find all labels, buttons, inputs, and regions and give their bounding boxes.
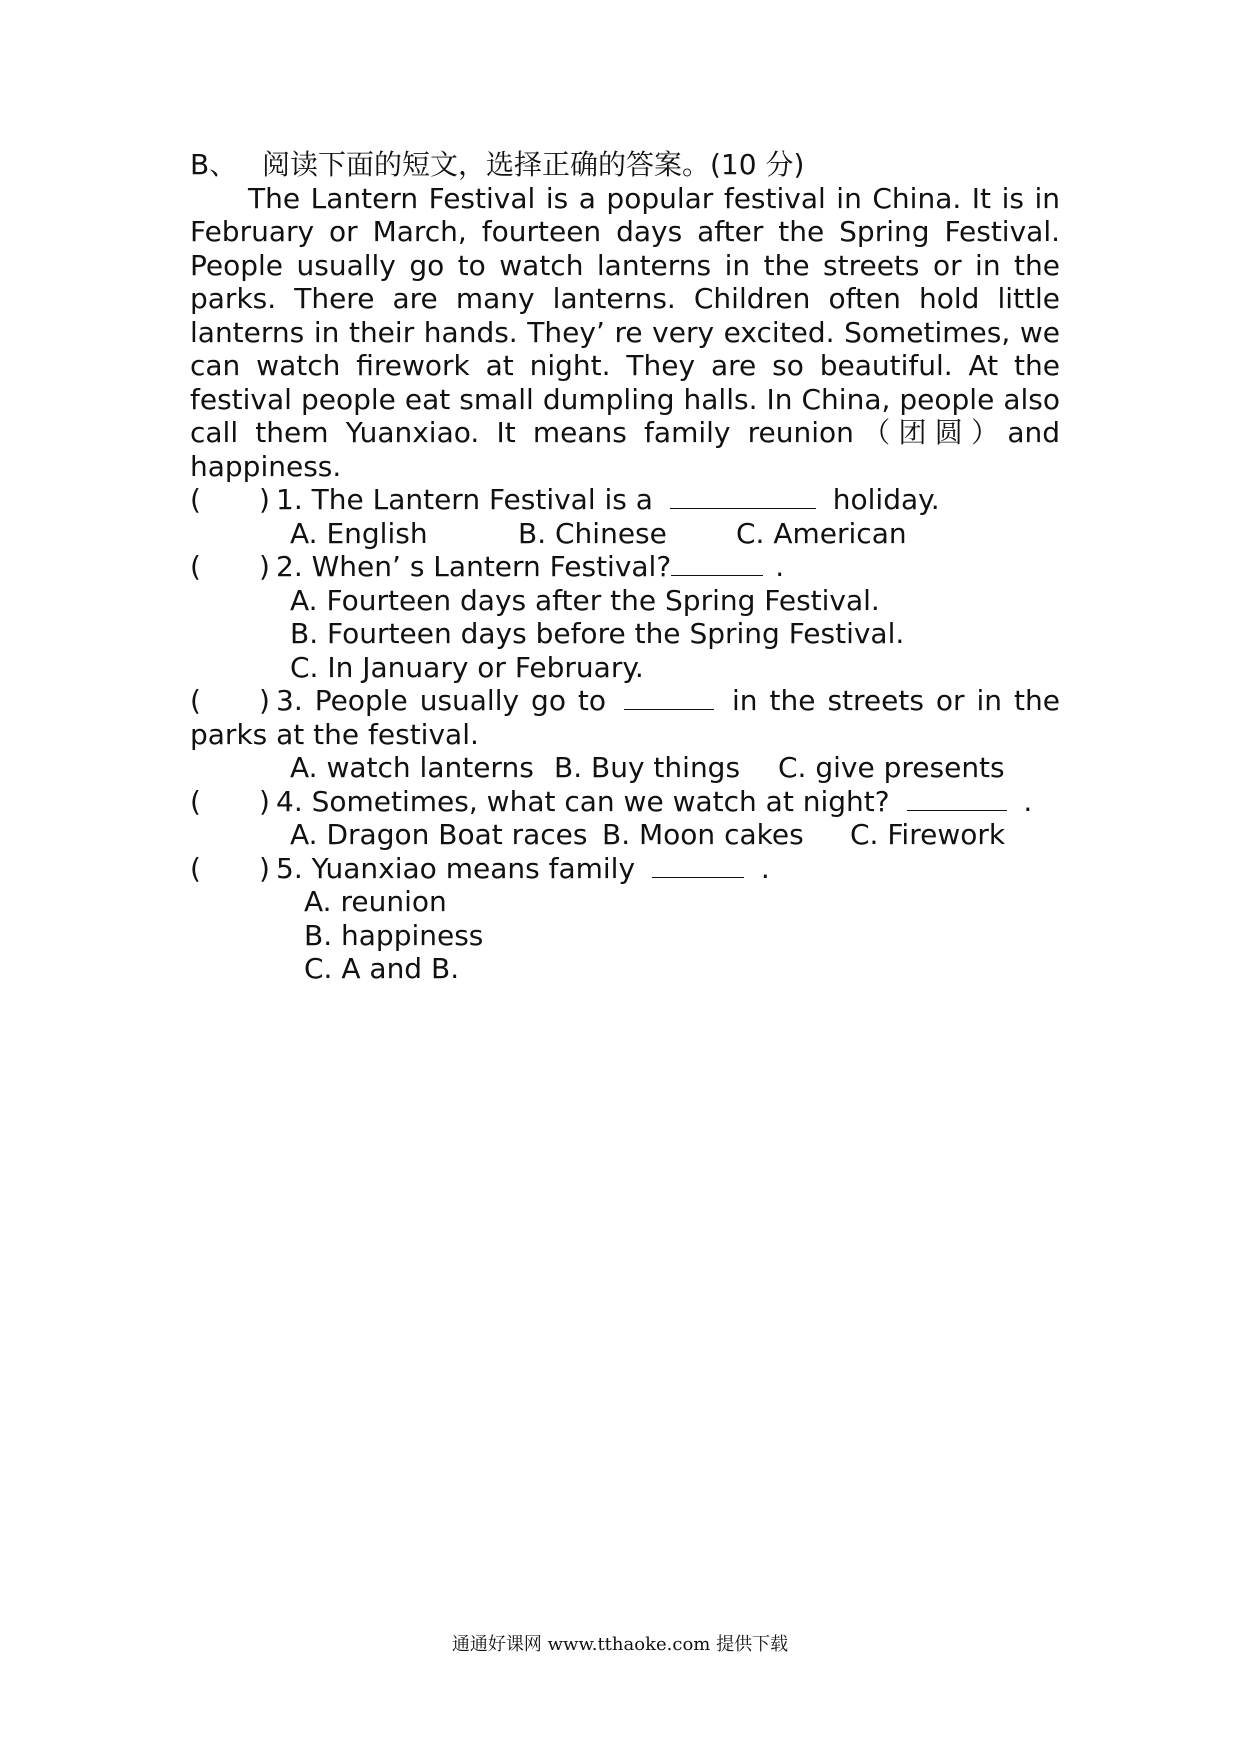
option-b[interactable]: B. Buy things	[554, 751, 741, 784]
question-2	[190, 550, 1060, 584]
reading-section	[190, 148, 1060, 986]
option-c[interactable]: C. Firework	[850, 818, 1006, 851]
question-text-after: .	[1023, 784, 1033, 818]
option-a[interactable]: A. Dragon Boat races	[290, 818, 588, 851]
option-b[interactable]: B. Chinese	[518, 516, 667, 550]
option-b[interactable]: B. Fourteen days before the Spring Festival.	[290, 617, 905, 650]
option-a[interactable]: A. Fourteen days after the Spring Festival.	[290, 583, 880, 617]
question-4-options	[190, 818, 1060, 852]
question-text: 4. Sometimes, what can we watch at night?	[276, 784, 890, 818]
question-3	[190, 684, 1060, 751]
answer-bracket[interactable]: ( )	[190, 784, 270, 818]
question-1	[190, 483, 1060, 517]
question-3-options	[190, 751, 1060, 785]
answer-bracket[interactable]: ( )	[190, 684, 270, 717]
answer-bracket[interactable]: ( )	[190, 483, 270, 516]
answer-blank[interactable]	[907, 786, 1007, 811]
option-a[interactable]: A. reunion	[304, 885, 447, 918]
answer-blank[interactable]	[670, 484, 816, 509]
answer-blank[interactable]	[624, 685, 714, 710]
question-text: 2. When’ s Lantern Festival?	[276, 550, 672, 583]
question-5	[190, 852, 1060, 886]
question-1-options	[190, 517, 1060, 551]
footer-source: 通通好课网 www.tthaoke.com 提供下载	[451, 1634, 789, 1655]
option-a[interactable]: A. English	[290, 516, 428, 550]
question-text: 1. The Lantern Festival is a	[276, 483, 653, 516]
question-text: 3. People usually go to	[276, 684, 607, 717]
option-a[interactable]: A. watch lanterns	[290, 751, 534, 784]
option-b[interactable]: B. Moon cakes	[602, 818, 804, 851]
answer-bracket[interactable]: ( )	[190, 851, 270, 885]
option-c[interactable]: C. American	[736, 516, 907, 550]
reading-passage: The Lantern Festival is a popular festival in China. It is in February or March, fourteen days after the Spring Festival. People usually go to watch lanterns in the streets or in the parks. There are many lanterns. Children often hold little lanterns in their hands. They’ re very excited. Sometimes, we can watch firework at night. They are so beautiful. At the festival people eat small dumpling halls. In China, people also call them Yuanxiao. It means family reunion（团圆）and happiness.	[190, 181, 1060, 483]
answer-blank[interactable]	[652, 853, 744, 878]
option-b[interactable]: B. happiness	[304, 918, 484, 952]
option-c[interactable]: C. A and B.	[304, 952, 460, 985]
option-c[interactable]: C. In January or February.	[290, 650, 644, 684]
section-header	[190, 148, 1060, 182]
question-text-after: .	[775, 550, 785, 583]
question-text-after: .	[760, 851, 770, 885]
question-4	[190, 785, 1060, 819]
section-instruction: 阅读下面的短文，选择正确的答案。(10 分)	[262, 148, 805, 181]
question-text-after: holiday.	[832, 483, 940, 516]
question-text: 5. Yuanxiao means family	[276, 851, 636, 885]
answer-bracket[interactable]: ( )	[190, 550, 270, 583]
option-c[interactable]: C. give presents	[778, 751, 1005, 784]
section-number: B、	[190, 148, 238, 181]
question-text-after: in the streets or in the parks at the festival.	[190, 684, 1060, 751]
answer-blank[interactable]	[671, 551, 763, 576]
question-5-options	[190, 885, 1060, 986]
question-2-options	[190, 584, 1060, 685]
